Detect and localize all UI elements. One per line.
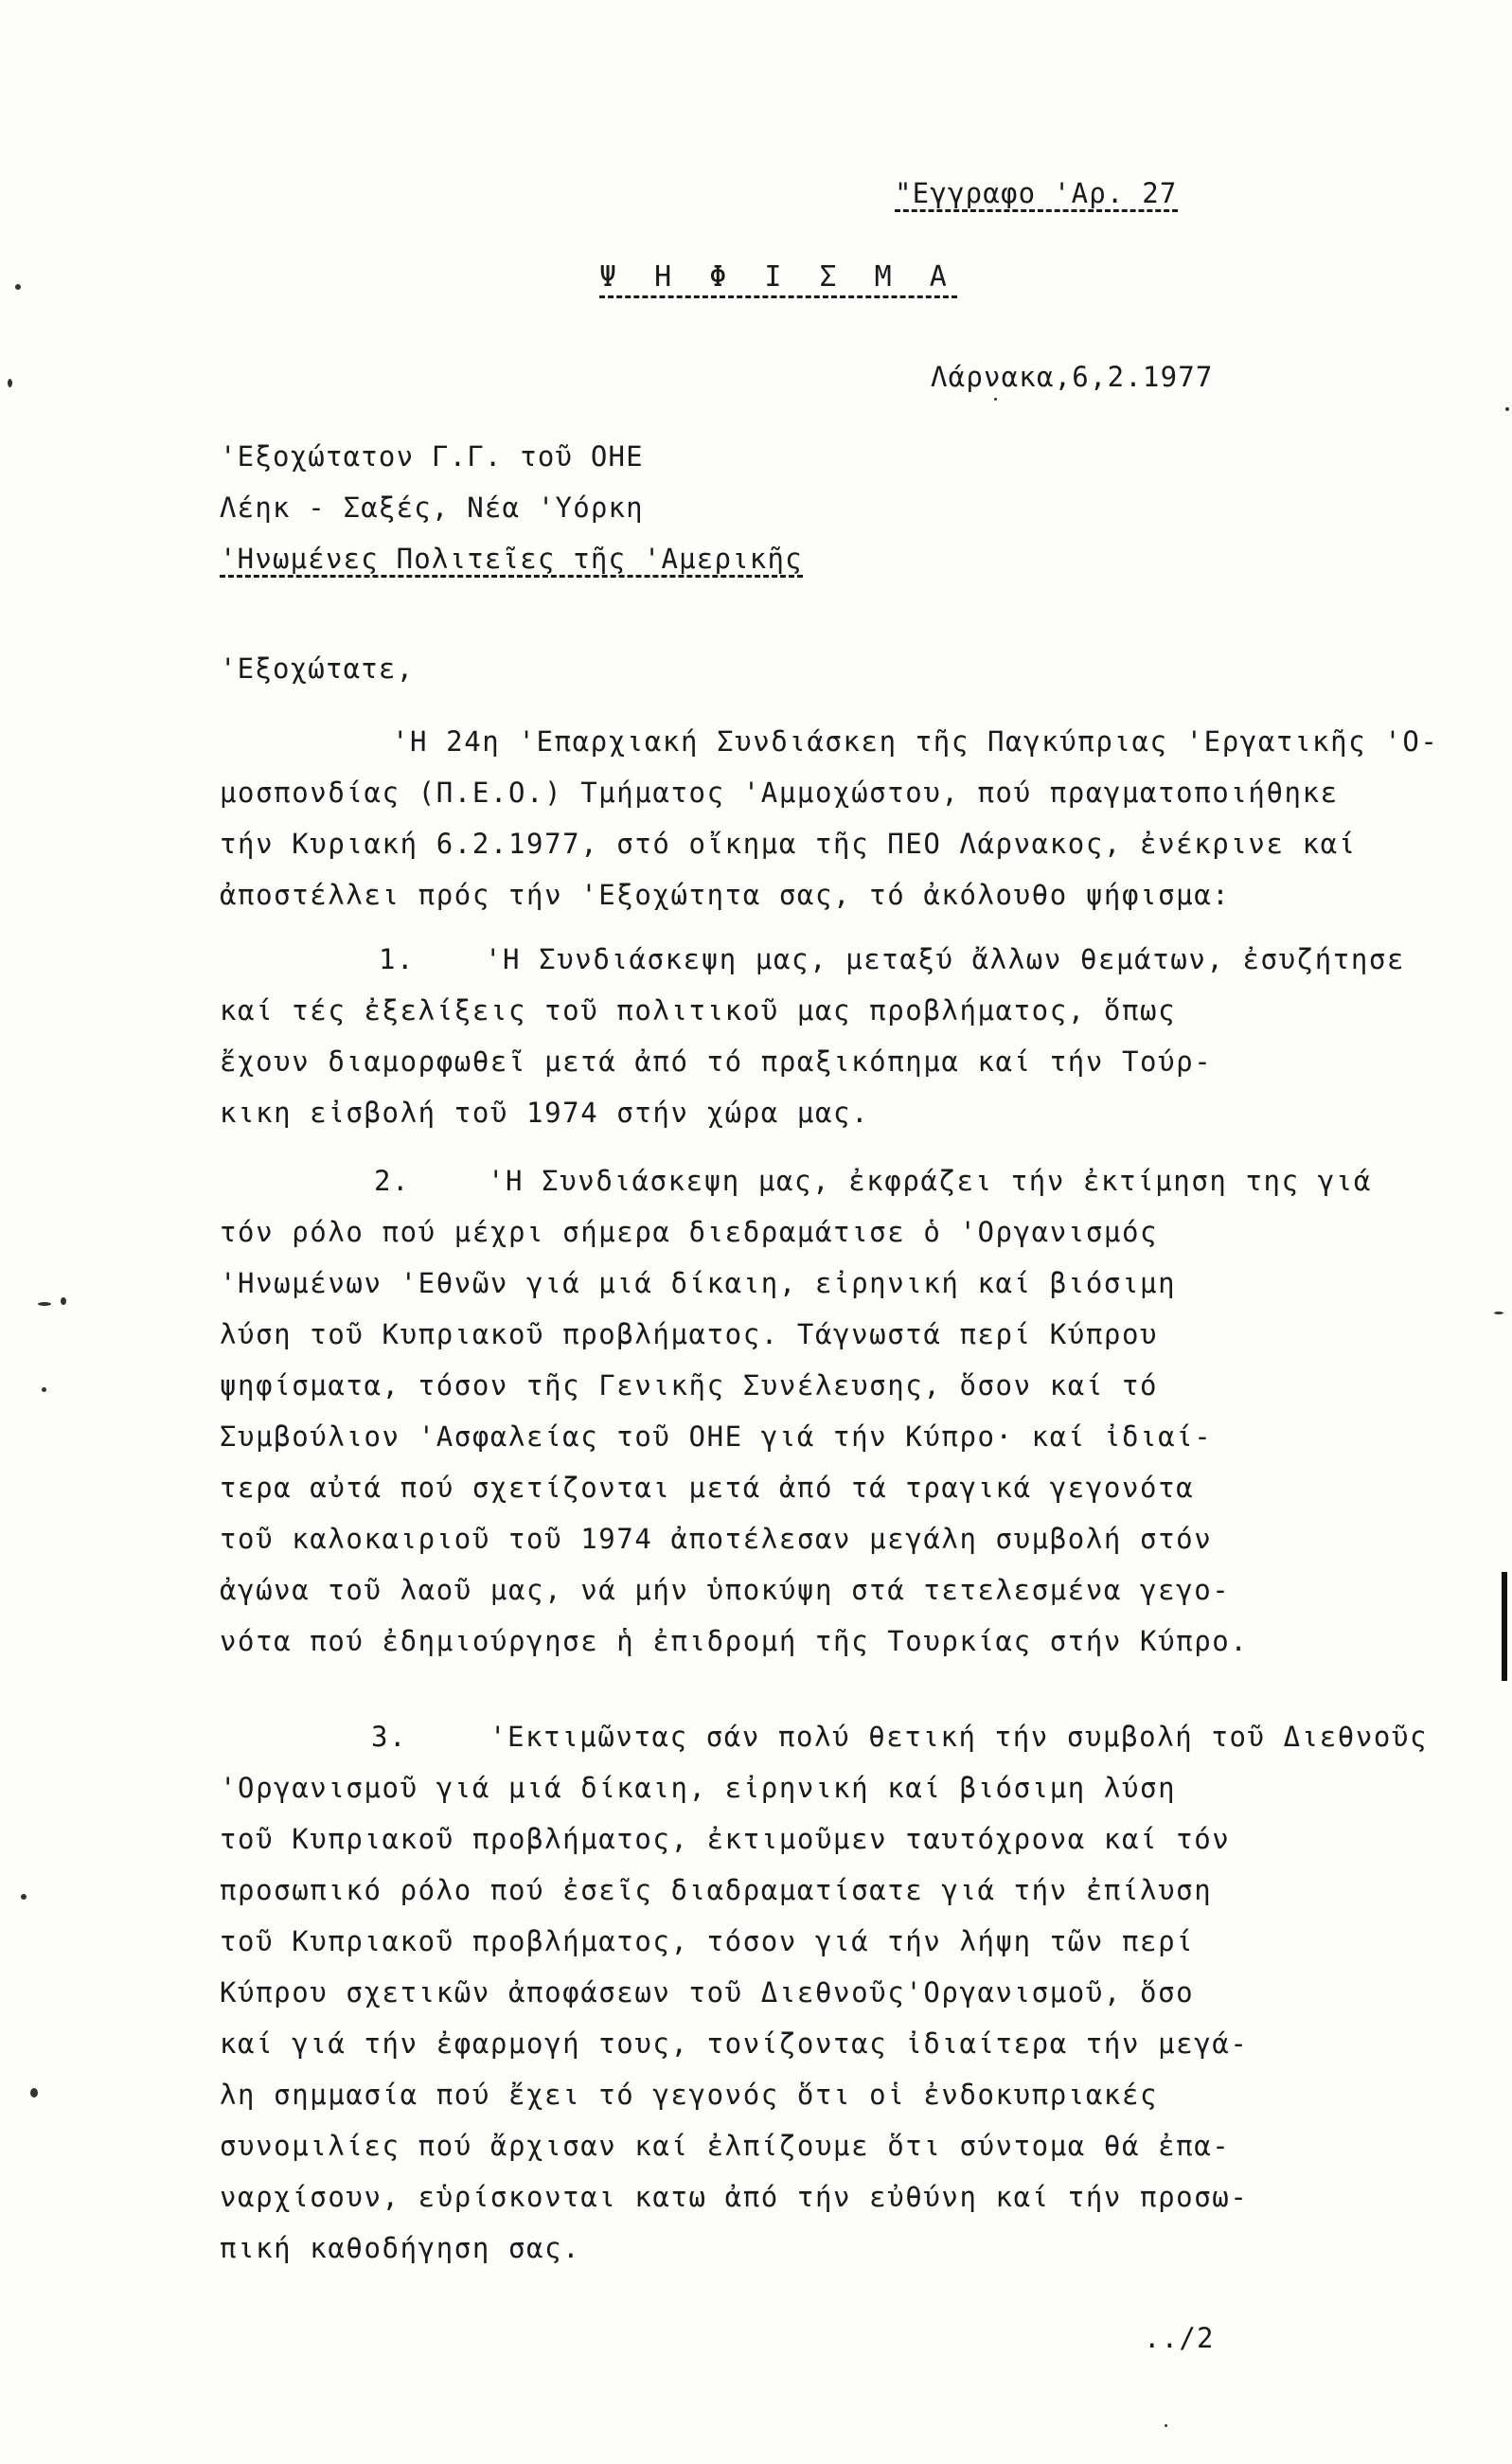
item-line: ἀγώνα τοῦ λαοῦ μας, νά μήν ὑποκύψη στά τετελεσμένα γεγο- [220, 1574, 1231, 1606]
scan-speck [8, 379, 12, 387]
recipient-line-2: Λέηκ - Σαξές, Νέα 'Υόρκη [220, 491, 644, 524]
item-line: Κύπρου σχετικῶν ἀποφάσεων τοῦ Διεθνοῦς'Οργανισμοῦ, ὅσο [220, 1976, 1195, 2009]
scan-speck [38, 1302, 51, 1306]
continuation-marker: ../2 [1144, 2322, 1215, 2354]
resolution-item-1 [220, 943, 1488, 1142]
item-line: 'Οργανισμοῦ γιά μιά δίκαιη, εἰρηνική καί βιόσιμη λύση [220, 1772, 1177, 1804]
scan-speck [1505, 407, 1509, 411]
item-line: τοῦ καλοκαιριοῦ τοῦ 1974 ἀποτέλεσαν μεγάλη συμβολή στόν [220, 1523, 1213, 1555]
item-line: καί γιά τήν ἐφαρμογή τους, τονίζοντας ἰδιαίτερα τήν μεγά- [220, 2027, 1249, 2060]
item-line: λη σημμασία πού ἔχει τό γεγονός ὅτι οἱ ἐνδοκυπριακές [220, 2079, 1159, 2111]
intro-paragraph [220, 725, 1488, 934]
salutation: 'Εξοχώτατε, [220, 652, 415, 685]
recipient-line-3: 'Ηνωμένες Πολιτεῖες τῆς 'Αμερικῆς [220, 545, 803, 578]
item-line: λύση τοῦ Κυπριακοῦ προβλήματος. Τάγνωστά περί Κύπρου [220, 1318, 1159, 1350]
item-line: πική καθοδήγηση σας. [220, 2232, 581, 2264]
intro-line: ἀποστέλλει πρός τήν 'Εξοχώτητα σας, τό ἀκόλουθο ψήφισμα: [220, 879, 1231, 911]
item-line: Συμβούλιον 'Ασφαλείας τοῦ ΟΗΕ γιά τήν Κύπρο· καί ἰδιαί- [220, 1420, 1213, 1453]
item-line: καί τές ἐξελίξεις τοῦ πολιτικοῦ μας προβλήματος, ὅπως [220, 994, 1177, 1027]
item-line: τόν ρόλο πού μέχρι σήμερα διεδραμάτισε ὁ 'Οργανισμός [220, 1216, 1159, 1248]
item-line: 'Εκτιμῶντας σάν πολύ θετική τήν συμβολή τοῦ Διεθνοῦς [489, 1721, 1429, 1753]
item-line: προσωπικό ρόλο πού ἐσεῖς διαδραματίσατε γιά τήν ἐπίλυση [220, 1874, 1213, 1906]
scan-speck [15, 284, 21, 290]
item-number: 1. [379, 943, 416, 975]
scan-speck [61, 1297, 66, 1305]
item-line: κικη εἰσβολή τοῦ 1974 στήν χώρα μας. [220, 1097, 870, 1129]
resolution-item-2 [220, 1165, 1488, 1695]
document-reference: "Εγγραφο 'Αρ. 27 [895, 180, 1178, 212]
item-line: 'Ηνωμένων 'Εθνῶν γιά μιά δίκαιη, εἰρηνική καί βιόσιμη [220, 1267, 1177, 1299]
scan-speck [21, 1894, 27, 1900]
resolution-item-3 [220, 1721, 1488, 2289]
scan-speck [30, 2088, 38, 2098]
item-line: τερα αὐτά πού σχετίζονται μετά ἀπό τά τραγικά γεγονότα [220, 1472, 1195, 1504]
intro-line: τήν Κυριακή 6.2.1977, στό οἴκημα τῆς ΠΕΟ Λάρνακος, ἐνέκρινε καί [220, 828, 1357, 860]
recipient-line-1: 'Εξοχώτατον Γ.Γ. τοῦ ΟΗΕ [220, 440, 644, 473]
item-line: ψηφίσματα, τόσον τῆς Γενικῆς Συνέλευσης, ὅσον καί τό [220, 1369, 1159, 1402]
item-line: τοῦ Κυπριακοῦ προβλήματος, τόσον γιά τήν λήψη τῶν περί [220, 1925, 1195, 1957]
item-line: 'Η Συνδιάσκεψη μας, ἐκφράζει τήν ἐκτίμηση της γιά [488, 1165, 1372, 1197]
document-title: Ψ Η Φ Ι Σ Μ Α [599, 260, 957, 298]
item-line: συνομιλίες πού ἄρχισαν καί ἐλπίζουμε ὅτι σύντομα θά ἐπα- [220, 2130, 1231, 2162]
scan-speck [42, 1387, 46, 1392]
item-line: νότα πού ἐδημιούργησε ἡ ἐπιδρομή τῆς Τουρκίας στήν Κύπρο. [220, 1625, 1249, 1657]
place-date: Λάρνακα,6,2.1977 [931, 361, 1214, 393]
scan-edge-mark [1502, 1572, 1507, 1681]
item-line: 'Η Συνδιάσκεψη μας, μεταξύ ἄλλων θεμάτων, ἐσυζήτησε [485, 943, 1406, 975]
item-line: ναρχίσουν, εὑρίσκονται κατω ἀπό τήν εὐθύνη καί τήν προσω- [220, 2181, 1249, 2213]
item-number: 3. [371, 1721, 408, 1753]
item-number: 2. [374, 1165, 411, 1197]
scan-speck [994, 398, 997, 401]
intro-line: 'Η 24η 'Επαρχιακή Συνδιάσκεη τῆς Παγκύπριας 'Εργατικῆς 'Ο- [392, 725, 1439, 758]
scan-speck [1494, 1312, 1503, 1314]
scan-speck [1165, 2424, 1167, 2427]
item-line: ἔχουν διαμορφωθεῖ μετά ἀπό τό πραξικόπημα καί τήν Τούρ- [220, 1045, 1213, 1078]
intro-line: μοσπονδίας (Π.Ε.Ο.) Τμήματος 'Αμμοχώστου, πού πραγματοποιήθηκε [220, 777, 1339, 809]
item-line: τοῦ Κυπριακοῦ προβλήματος, ἐκτιμοῦμεν ταυτόχρονα καί τόν [220, 1823, 1231, 1855]
